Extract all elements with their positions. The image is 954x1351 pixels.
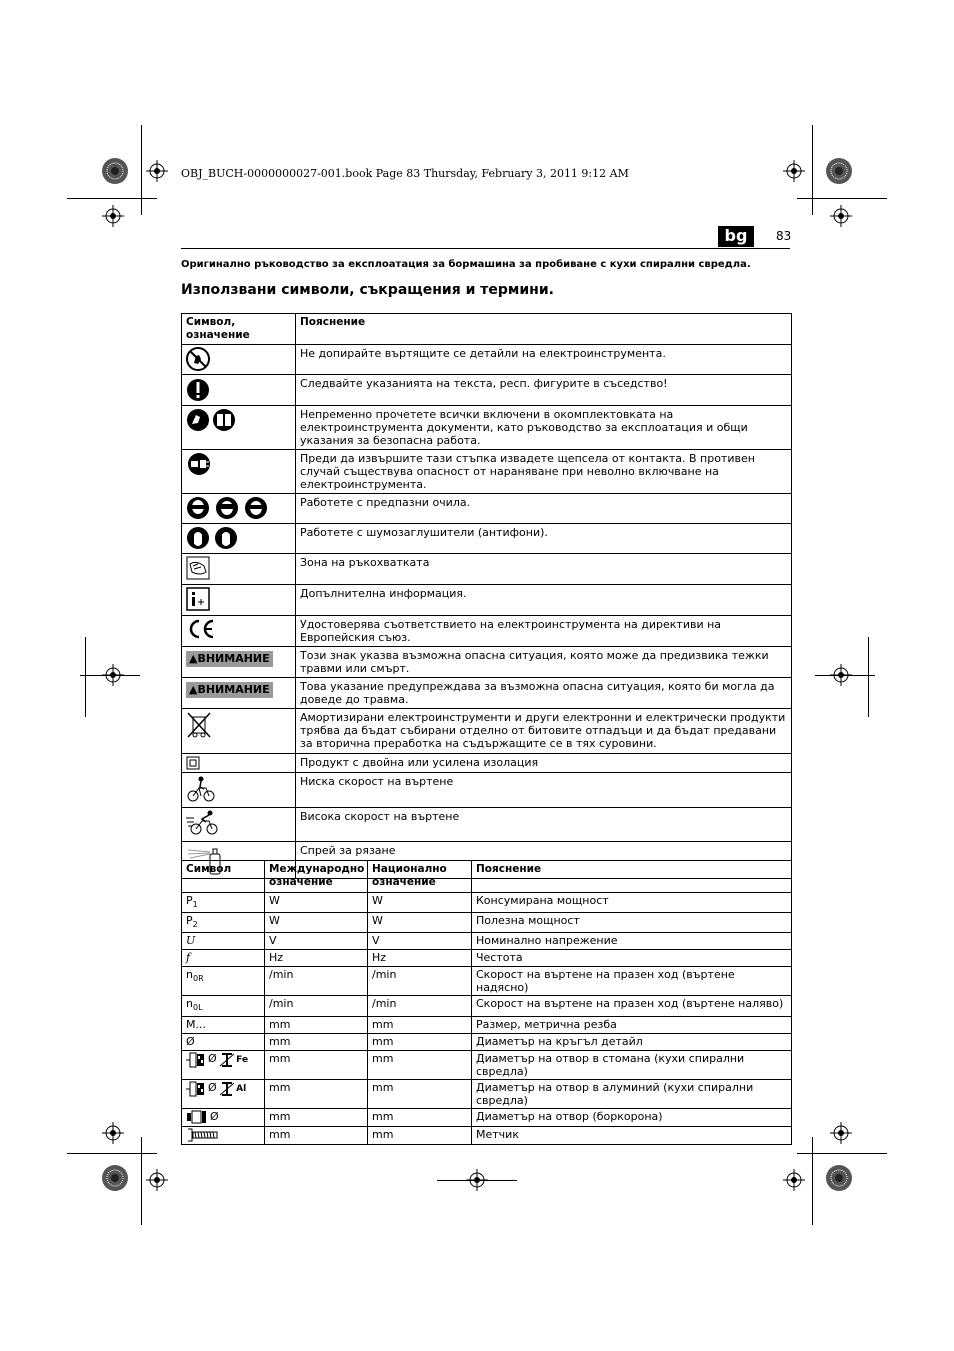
double-insulation-icon bbox=[186, 756, 200, 770]
symbol-cell: $n_{0R}$ bbox=[182, 967, 265, 996]
column-header: Символ, означение bbox=[182, 314, 296, 345]
symbol-cell: $n_{0L}$ bbox=[182, 996, 265, 1016]
table-header-row bbox=[182, 314, 792, 345]
symbols-table bbox=[181, 313, 792, 879]
language-badge: bg bbox=[718, 226, 754, 247]
description-cell: Продукт с двойна или усилена изолация bbox=[296, 754, 792, 773]
intl-cell: V bbox=[265, 933, 368, 950]
grip-zone-icon bbox=[186, 556, 210, 580]
registration-crosshair-icon bbox=[830, 205, 852, 227]
core-drill-icon bbox=[186, 1081, 206, 1097]
intl-cell: mm bbox=[265, 1033, 368, 1050]
manual-subtitle: Оригинално ръководство за експлоатация за бормашина за пробиване с кухи спирални свредла. bbox=[181, 259, 751, 270]
registration-crosshair-icon bbox=[102, 1122, 124, 1144]
table-row bbox=[182, 913, 792, 933]
description-cell: Работете с шумозаглушители (антифони). bbox=[296, 524, 792, 554]
description-cell: Висока скорост на въртене bbox=[296, 808, 792, 842]
weee-bin-icon bbox=[186, 711, 212, 739]
symbol-cell bbox=[182, 678, 296, 709]
read-manual-icon bbox=[186, 408, 238, 432]
symbol-cell: U bbox=[182, 933, 265, 950]
table-row bbox=[182, 554, 792, 585]
table-row bbox=[182, 1050, 792, 1079]
table-row bbox=[182, 1033, 792, 1050]
table-row bbox=[182, 996, 792, 1016]
description-cell: Полезна мощност bbox=[472, 913, 792, 933]
description-cell: Следвайте указанията на текста, респ. фигурите в съседство! bbox=[296, 375, 792, 406]
national-cell: mm bbox=[368, 1079, 472, 1108]
registration-rosette-icon bbox=[825, 157, 853, 185]
registration-crosshair-icon bbox=[146, 1169, 168, 1191]
table-row bbox=[182, 616, 792, 647]
section-title: Използвани символи, съкращения и термини. bbox=[181, 282, 554, 298]
table-row bbox=[182, 1108, 792, 1126]
table-row bbox=[182, 345, 792, 375]
table-row bbox=[182, 524, 792, 554]
table-row bbox=[182, 1079, 792, 1108]
description-cell: Номинално напрежение bbox=[472, 933, 792, 950]
symbol-cell: $P_1$ bbox=[182, 893, 265, 913]
unplug-icon bbox=[186, 452, 212, 476]
description-cell: Метчик bbox=[472, 1126, 792, 1144]
intl-cell: /min bbox=[265, 967, 368, 996]
symbol-cell bbox=[182, 554, 296, 585]
tap-icon bbox=[186, 1128, 220, 1142]
description-cell: Честота bbox=[472, 950, 792, 967]
column-header: Международно означение bbox=[265, 861, 368, 893]
national-cell: mm bbox=[368, 1108, 472, 1126]
symbol-cell bbox=[182, 450, 296, 494]
national-cell: Hz bbox=[368, 950, 472, 967]
symbol-cell bbox=[182, 345, 296, 375]
core-drill-icon bbox=[186, 1052, 206, 1068]
table-row bbox=[182, 808, 792, 842]
table-row bbox=[182, 494, 792, 524]
symbol-cell bbox=[182, 773, 296, 808]
table-row bbox=[182, 678, 792, 709]
table-row bbox=[182, 1016, 792, 1033]
symbol-cell bbox=[182, 754, 296, 773]
symbol-cell bbox=[182, 524, 296, 554]
intl-cell: mm bbox=[265, 1126, 368, 1144]
column-header: Символ bbox=[182, 861, 265, 893]
symbol-cell: Ø Al bbox=[182, 1079, 265, 1108]
table-row bbox=[182, 647, 792, 678]
description-cell: Този знак указва възможна опасна ситуация, която може да предизвика тежки травми или смърт. bbox=[296, 647, 792, 678]
symbol-cell: Ø bbox=[182, 1033, 265, 1050]
intl-cell: mm bbox=[265, 1108, 368, 1126]
registration-rosette-icon bbox=[825, 1164, 853, 1192]
column-header: Пояснение bbox=[296, 314, 792, 345]
aluminium-beam-icon bbox=[220, 1081, 234, 1097]
steel-beam-icon bbox=[220, 1052, 234, 1068]
table-row bbox=[182, 754, 792, 773]
hole-saw-icon bbox=[186, 1110, 208, 1124]
description-cell: Диаметър на отвор в стомана (кухи спирални свредла) bbox=[472, 1050, 792, 1079]
intl-cell: mm bbox=[265, 1079, 368, 1108]
table-row bbox=[182, 893, 792, 913]
description-cell: Диаметър на отвор (боркорона) bbox=[472, 1108, 792, 1126]
description-cell: Скорост на въртене на празен ход (въртене надясно) bbox=[472, 967, 792, 996]
national-cell: mm bbox=[368, 1033, 472, 1050]
table-header-row bbox=[182, 861, 792, 893]
description-cell: Допълнителна информация. bbox=[296, 585, 792, 616]
registration-crosshair-icon bbox=[783, 160, 805, 182]
safety-goggles-icon bbox=[186, 496, 268, 520]
high-speed-bike-icon bbox=[186, 810, 220, 836]
column-header: Национално означение bbox=[368, 861, 472, 893]
description-cell: Удостоверява съответствието на електроинструмента на директиви на Европейския съюз. bbox=[296, 616, 792, 647]
description-cell: Зона на ръкохватката bbox=[296, 554, 792, 585]
table-row bbox=[182, 709, 792, 754]
symbol-cell bbox=[182, 709, 296, 754]
table-row bbox=[182, 406, 792, 450]
description-cell: Спрей за рязане bbox=[296, 842, 792, 879]
low-speed-bike-icon bbox=[186, 775, 216, 803]
symbol-cell bbox=[182, 585, 296, 616]
symbol-cell bbox=[182, 647, 296, 678]
registration-crosshair-icon bbox=[830, 1122, 852, 1144]
header-rule bbox=[181, 248, 790, 249]
table-row bbox=[182, 585, 792, 616]
book-file-info: OBJ_BUCH-0000000027-001.book Page 83 Thursday, February 3, 2011 9:12 AM bbox=[181, 167, 629, 180]
page-number: 83 bbox=[776, 229, 792, 243]
description-cell: Диаметър на отвор в алуминий (кухи спирални свредла) bbox=[472, 1079, 792, 1108]
symbol-cell bbox=[182, 494, 296, 524]
symbol-cell: Ø Fe bbox=[182, 1050, 265, 1079]
symbol-cell: $P_2$ bbox=[182, 913, 265, 933]
table-row bbox=[182, 1126, 792, 1144]
table-row bbox=[182, 773, 792, 808]
symbol-cell: f bbox=[182, 950, 265, 967]
description-cell: Ниска скорост на въртене bbox=[296, 773, 792, 808]
caution-label: ▲ВНИМАНИЕ bbox=[186, 682, 273, 698]
description-cell: Диаметър на кръгъл детайл bbox=[472, 1033, 792, 1050]
warning-label: ▲ВНИМАНИЕ bbox=[186, 651, 273, 667]
registration-rosette-icon bbox=[101, 1164, 129, 1192]
national-cell: W bbox=[368, 893, 472, 913]
ce-mark-icon bbox=[186, 618, 216, 640]
intl-cell: mm bbox=[265, 1050, 368, 1079]
symbol-cell bbox=[182, 375, 296, 406]
description-cell: Консумирана мощност bbox=[472, 893, 792, 913]
units-table bbox=[181, 860, 792, 1145]
registration-rosette-icon bbox=[101, 157, 129, 185]
symbol-cell bbox=[182, 1126, 265, 1144]
intl-cell: W bbox=[265, 893, 368, 913]
intl-cell: mm bbox=[265, 1016, 368, 1033]
registration-crosshair-icon bbox=[102, 205, 124, 227]
description-cell: Амортизирани електроинструменти и други електронни и електрически продукти трябва да бъдат събирани отделно от битовите отпадъци и да бъдат предавани за вторична преработка на съдържащите се в тях суровини. bbox=[296, 709, 792, 754]
national-cell: W bbox=[368, 913, 472, 933]
attention-icon bbox=[186, 377, 210, 403]
national-cell: mm bbox=[368, 1016, 472, 1033]
registration-crosshair-icon bbox=[146, 160, 168, 182]
national-cell: /min bbox=[368, 996, 472, 1016]
symbol-cell bbox=[182, 808, 296, 842]
symbol-cell: Ø bbox=[182, 1108, 265, 1126]
table-row bbox=[182, 375, 792, 406]
symbol-cell bbox=[182, 406, 296, 450]
national-cell: mm bbox=[368, 1050, 472, 1079]
description-cell: Непременно прочетете всички включени в окомплектовката на електроинструмента документи, като ръководство за експлоатация и общи указания за безопасна работа. bbox=[296, 406, 792, 450]
description-cell: Работете с предпазни очила. bbox=[296, 494, 792, 524]
registration-crosshair-icon bbox=[783, 1169, 805, 1191]
column-header: Пояснение bbox=[472, 861, 792, 893]
ear-protection-icon bbox=[186, 526, 240, 550]
intl-cell: /min bbox=[265, 996, 368, 1016]
intl-cell: Hz bbox=[265, 950, 368, 967]
description-cell: Размер, метрична резба bbox=[472, 1016, 792, 1033]
description-cell: Скорост на въртене на празен ход (въртене наляво) bbox=[472, 996, 792, 1016]
symbol-cell bbox=[182, 616, 296, 647]
symbol-cell: M... bbox=[182, 1016, 265, 1033]
description-cell: Преди да извършите тази стъпка извадете щепсела от контакта. В противен случай съществува опасност от нараняване при неволно включване на електроинструмента. bbox=[296, 450, 792, 494]
table-row bbox=[182, 967, 792, 996]
national-cell: V bbox=[368, 933, 472, 950]
description-cell: Не допирайте въртящите се детайли на електроинструмента. bbox=[296, 345, 792, 375]
table-row bbox=[182, 450, 792, 494]
table-row bbox=[182, 933, 792, 950]
description-cell: Това указание предупреждава за възможна опасна ситуация, която би могла да доведе до травма. bbox=[296, 678, 792, 709]
info-icon bbox=[186, 587, 210, 611]
no-touch-icon bbox=[186, 347, 210, 371]
national-cell: /min bbox=[368, 967, 472, 996]
table-row bbox=[182, 950, 792, 967]
intl-cell: W bbox=[265, 913, 368, 933]
national-cell: mm bbox=[368, 1126, 472, 1144]
